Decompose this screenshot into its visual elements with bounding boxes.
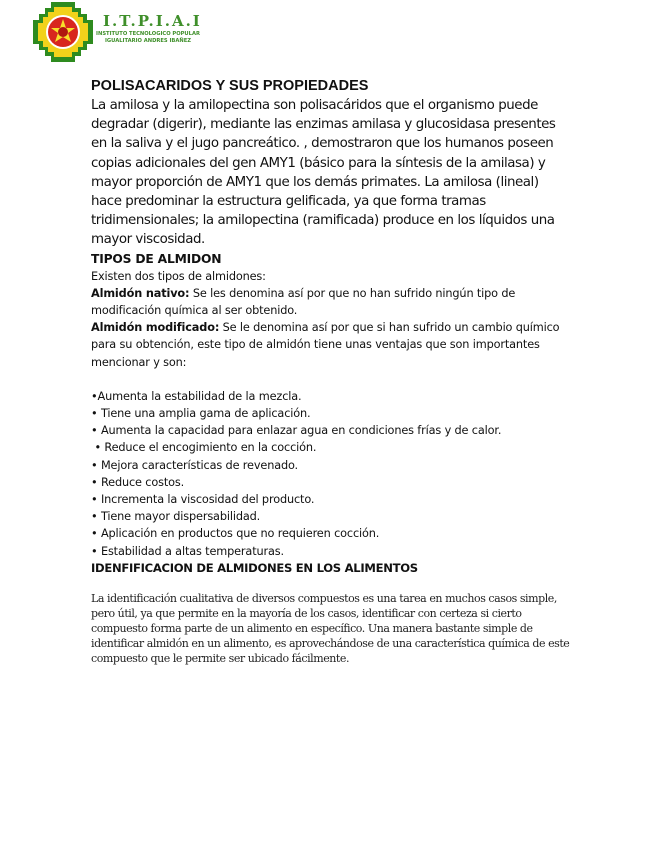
document-body [91, 73, 571, 666]
list-item: • Tiene una amplia gama de aplicación. [91, 407, 311, 421]
list-item: • Reduce el encogimiento en la cocción. [91, 441, 317, 455]
identification-paragraph: La identificación cualitativa de diversos compuestos es una tarea en muchos casos simple, pero útil, ya que permite en la mayoría de los casos, identificar con certeza si cierto compuesto forma parte de un alimento en específico. Una manera bastante simple de identificar almidón en un alimento, es aprovechándose de una característica química de este compuesto que le permite ser ubicado fácilmente. [91, 591, 570, 665]
institution-name-line2: IGUALITARIO ANDRES IBAÑEZ [104, 38, 192, 44]
institution-name-line1: INSTITUTO TECNOLOGICO POPULAR [96, 31, 200, 37]
native-starch-label: Almidón nativo: [91, 286, 190, 300]
intro-paragraph: La amilosa y la amilopectina son polisacáridos que el organismo puede degradar (digerir), mediante las enzimas amilasa y glucosidasa presentes en la saliva y el jugo pancreático. , demostraron que los humanos poseen copias adicionales del gen AMY1 (básico para la síntesis de la amilasa) y mayor proporción de AMY1 que los demás primates. La amilosa (lineal) hace predominar la estructura gelificada, ya que forma tramas tridimensionales; la amilopectina (ramificada) produce en los líquidos una mayor viscosidad. [91, 98, 556, 248]
native-starch-paragraph [91, 285, 571, 319]
identification-heading: IDENFIFICACION DE ALMIDONES EN LOS ALIMENTOS [91, 560, 418, 575]
list-item: • Aplicación en productos que no requieren cocción. [91, 527, 380, 541]
document-title: POLISACARIDOS Y SUS PROPIEDADES [91, 78, 369, 94]
institution-logo-icon [33, 2, 93, 62]
modified-starch-label: Almidón modificado: [91, 321, 220, 335]
list-item: • Aumenta la capacidad para enlazar agua en condiciones frías y de calor. [91, 424, 502, 438]
list-item: • Reduce costos. [91, 475, 185, 489]
page-header [33, 2, 233, 66]
institution-acronym: I.T.P.I.A.I [103, 12, 202, 30]
benefits-list [91, 388, 571, 560]
types-intro: Existen dos tipos de almidones: [91, 269, 266, 283]
modified-starch-text: Se le denomina así por que si han sufrido un cambio químico para su obtención, este tipo de almidón tiene unas ventajas que son importantes mencionar y son: [91, 321, 560, 369]
modified-starch-paragraph [91, 319, 571, 371]
institution-full-name [93, 31, 203, 45]
list-item: • Estabilidad a altas temperaturas. [91, 544, 284, 558]
list-item: • Tiene mayor dispersabilidad. [91, 510, 261, 524]
list-item: • Incrementa la viscosidad del producto. [91, 493, 315, 507]
types-heading: TIPOS DE ALMIDON [91, 251, 222, 266]
list-item: •Aumenta la estabilidad de la mezcla. [91, 389, 302, 403]
spacer [91, 371, 571, 388]
list-item: • Mejora características de revenado. [91, 458, 299, 472]
native-starch-text: Se les denomina así por que no han sufrido ningún tipo de modificación química al ser obtenido. [91, 286, 516, 318]
